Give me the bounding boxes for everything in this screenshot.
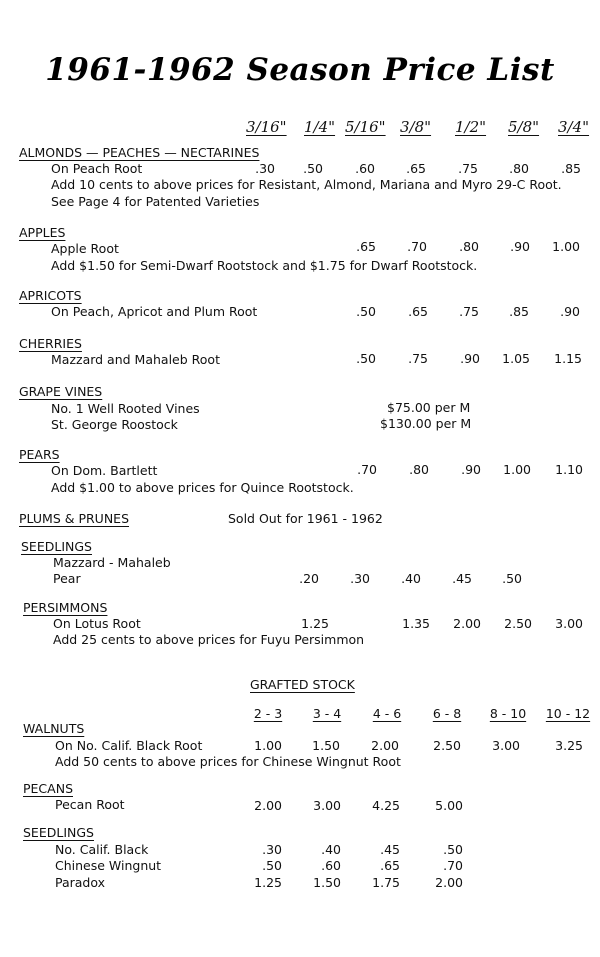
size-col: 10 - 12: [545, 706, 591, 721]
row-label: Mazzard and Mahaleb Root: [51, 352, 220, 367]
price-cell: .50: [356, 351, 376, 366]
price-cell: 1.00: [552, 239, 580, 254]
note: Add $1.00 to above prices for Quince Rootstock.: [51, 480, 354, 495]
price-cell: 1.50: [313, 875, 341, 890]
price-cell: 2.00: [371, 738, 399, 753]
price-cell: 3.25: [555, 738, 583, 753]
price-cell: .85: [509, 304, 529, 319]
price-cell: $130.00 per M: [380, 416, 472, 431]
price-cell: .50: [303, 161, 323, 176]
price-cell: .50: [502, 571, 522, 586]
size-col-5-8: 5/8": [508, 118, 540, 136]
row-label: On No. Calif. Black Root: [55, 738, 203, 753]
price-cell: .20: [299, 571, 319, 586]
price-cell: .65: [406, 161, 426, 176]
note: Add 10 cents to above prices for Resistant, Almond, Mariana and Myro 29-C Root.: [51, 177, 562, 192]
section-heading: GRAFTED STOCK: [250, 677, 355, 692]
price-cell: .60: [355, 161, 375, 176]
price-cell: .85: [561, 161, 581, 176]
price-cell: 1.35: [402, 616, 430, 631]
row-label: St. George Roostock: [51, 417, 178, 432]
section-heading: GRAPE VINES: [19, 384, 103, 399]
price-cell: 2.00: [435, 875, 463, 890]
price-cell: .40: [321, 842, 341, 857]
row-label: On Lotus Root: [53, 616, 141, 631]
price-cell: 1.10: [555, 462, 583, 477]
price-cell: 4.25: [372, 798, 400, 813]
section-heading: APRICOTS: [19, 288, 82, 303]
price-cell: .90: [460, 351, 480, 366]
size-col-1-2: 1/2": [455, 118, 487, 136]
price-cell: 3.00: [555, 616, 583, 631]
price-cell: .75: [459, 304, 479, 319]
row-label: Pear: [53, 571, 81, 586]
size-col: 3 - 4: [312, 706, 342, 721]
price-cell: 2.50: [433, 738, 461, 753]
row-label: Pecan Root: [55, 797, 125, 812]
row-label: Paradox: [55, 875, 106, 890]
note: See Page 4 for Patented Varieties: [51, 194, 260, 209]
section-heading: CHERRIES: [19, 336, 82, 351]
price-cell: 3.00: [313, 798, 341, 813]
price-cell: 5.00: [435, 798, 463, 813]
section-heading: SEEDLINGS: [21, 539, 92, 554]
price-cell: 1.50: [312, 738, 340, 753]
row-label: On Dom. Bartlett: [51, 463, 158, 478]
price-cell: .90: [510, 239, 530, 254]
section-heading: WALNUTS: [23, 721, 85, 736]
price-cell: .65: [356, 239, 376, 254]
price-cell: 1.75: [372, 875, 400, 890]
section-heading: PLUMS & PRUNES: [19, 511, 129, 526]
row-label: On Peach Root: [51, 161, 143, 176]
price-cell: 2.00: [254, 798, 282, 813]
size-col-3-16: 3/16": [246, 118, 287, 136]
price-cell: .70: [357, 462, 377, 477]
price-cell: .50: [443, 842, 463, 857]
note: Add 50 cents to above prices for Chinese Wingnut Root: [55, 754, 401, 769]
price-cell: 1.00: [503, 462, 531, 477]
price-cell: .70: [407, 239, 427, 254]
row-label: No. Calif. Black: [55, 842, 149, 857]
row-label: Chinese Wingnut: [55, 858, 162, 873]
size-col: 2 - 3: [253, 706, 283, 721]
price-cell: 2.50: [504, 616, 532, 631]
price-cell: .45: [380, 842, 400, 857]
price-cell: .80: [509, 161, 529, 176]
price-cell: .50: [262, 858, 282, 873]
size-col: 8 - 10: [489, 706, 527, 721]
price-cell: 1.15: [554, 351, 582, 366]
note: Add 25 cents to above prices for Fuyu Persimmon: [53, 632, 365, 647]
row-label: Apple Root: [51, 241, 119, 256]
size-col-3-4: 3/4": [558, 118, 590, 136]
price-cell: .30: [262, 842, 282, 857]
price-cell: .50: [356, 304, 376, 319]
status-text: Sold Out for 1961 - 1962: [228, 511, 383, 526]
section-heading: PEARS: [19, 447, 60, 462]
price-cell: .45: [452, 571, 472, 586]
price-cell: .60: [321, 858, 341, 873]
price-cell: 1.05: [502, 351, 530, 366]
price-cell: 3.00: [492, 738, 520, 753]
row-label: No. 1 Well Rooted Vines: [51, 401, 200, 416]
price-cell: .75: [408, 351, 428, 366]
note: Add $1.50 for Semi-Dwarf Rootstock and $1.75 for Dwarf Rootstock.: [51, 258, 478, 273]
price-cell: 2.00: [453, 616, 481, 631]
size-col: 6 - 8: [432, 706, 462, 721]
price-cell: .90: [461, 462, 481, 477]
page-title: 1961-1962 Season Price List: [45, 52, 555, 88]
price-cell: .75: [458, 161, 478, 176]
price-cell: .90: [560, 304, 580, 319]
price-cell: .80: [409, 462, 429, 477]
size-col-1-4: 1/4": [304, 118, 336, 136]
price-cell: 1.25: [301, 616, 329, 631]
price-cell: .30: [255, 161, 275, 176]
section-heading: SEEDLINGS: [23, 825, 94, 840]
size-col: 4 - 6: [372, 706, 402, 721]
price-cell: .70: [443, 858, 463, 873]
section-heading: PECANS: [23, 781, 73, 796]
price-cell: .80: [459, 239, 479, 254]
row-label: Mazzard - Mahaleb: [53, 555, 171, 570]
row-label: On Peach, Apricot and Plum Root: [51, 304, 258, 319]
price-cell: .30: [350, 571, 370, 586]
price-cell: 1.25: [254, 875, 282, 890]
section-heading: APPLES: [19, 225, 66, 240]
price-cell: .65: [408, 304, 428, 319]
price-cell: .40: [401, 571, 421, 586]
price-cell: $75.00 per M: [387, 400, 471, 415]
price-cell: 1.00: [254, 738, 282, 753]
size-col-5-16: 5/16": [345, 118, 386, 136]
size-col-3-8: 3/8": [400, 118, 432, 136]
price-cell: .65: [380, 858, 400, 873]
section-heading: PERSIMMONS: [23, 600, 108, 615]
section-heading: ALMONDS — PEACHES — NECTARINES: [19, 145, 260, 160]
